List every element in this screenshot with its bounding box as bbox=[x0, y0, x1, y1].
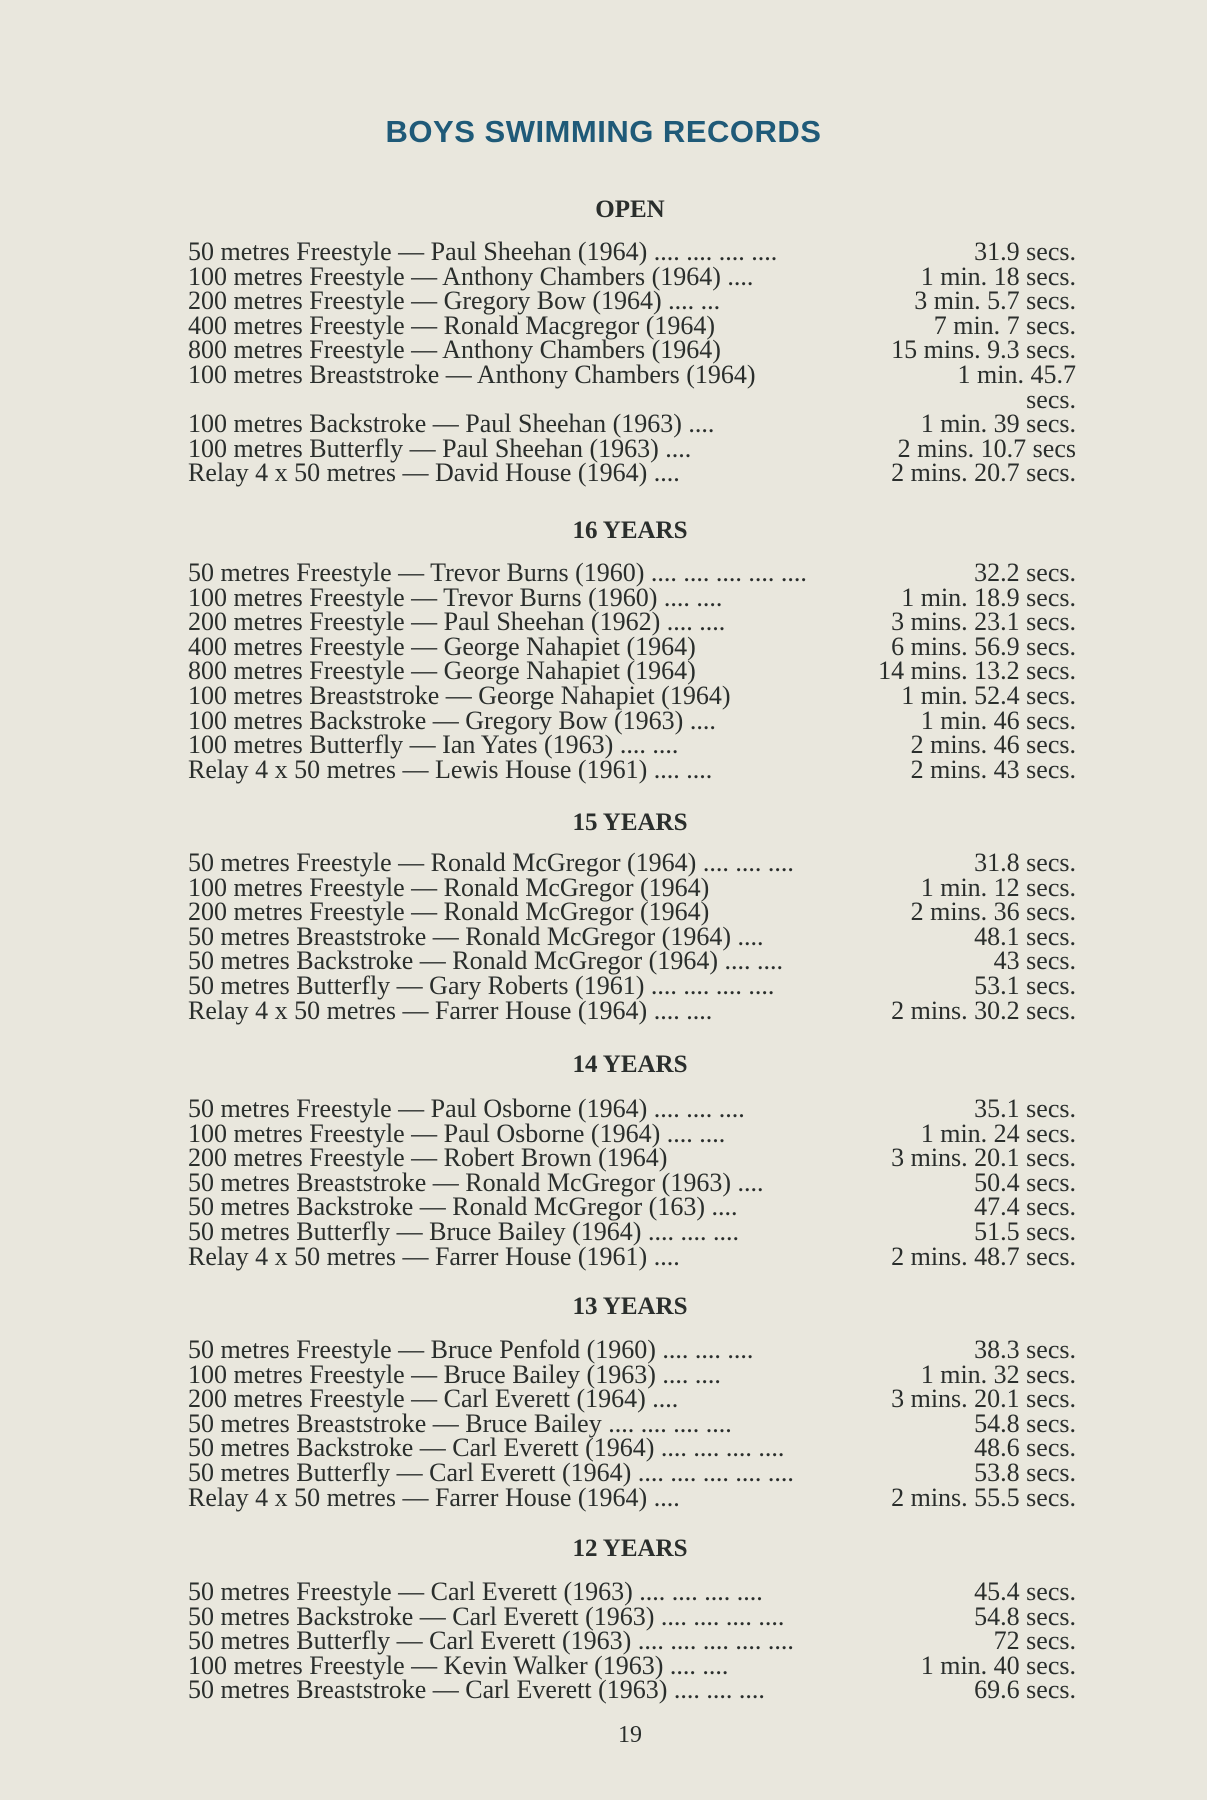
record-time: 2 mins. 20.7 secs. bbox=[891, 458, 1076, 488]
record-row bbox=[188, 237, 1076, 266]
records-list-12-years bbox=[188, 1577, 1076, 1705]
record-event: 50 metres Breaststroke — Carl Everett (1963) .... .... .... bbox=[188, 1675, 765, 1705]
record-time: 1 min. 52.4 secs. bbox=[901, 680, 1076, 710]
record-time: 31.8 secs. bbox=[974, 848, 1076, 877]
record-time: 1 min. 45.7 bbox=[957, 359, 1076, 389]
record-time: 31.9 secs. bbox=[974, 237, 1076, 266]
record-event: 100 metres Freestyle — Kevin Walker (1963) .... .... bbox=[188, 1650, 729, 1680]
records-list-13-years bbox=[188, 1335, 1076, 1512]
record-time: 1 min. 18.9 secs. bbox=[901, 582, 1076, 612]
record-event: Relay 4 x 50 metres — Farrer House (1964) .... .... bbox=[188, 995, 713, 1025]
record-row bbox=[188, 1335, 1076, 1364]
record-time: 53.1 secs. bbox=[974, 970, 1076, 1000]
record-time: 2 mins. 48.7 secs. bbox=[891, 1241, 1076, 1271]
record-event: 50 metres Breaststroke — Ronald McGregor (1964) .... bbox=[188, 921, 764, 951]
record-row bbox=[188, 458, 1076, 488]
record-event: 400 metres Freestyle — George Nahapiet (1964) bbox=[188, 631, 696, 661]
record-row bbox=[188, 1094, 1076, 1123]
record-time: 7 min. 7 secs. bbox=[933, 310, 1076, 340]
record-event: 50 metres Butterfly — Carl Everett (1964) .... .... .... .... .... bbox=[188, 1457, 794, 1487]
record-time: 35.1 secs. bbox=[974, 1094, 1076, 1123]
record-time: 1 min. 40 secs. bbox=[920, 1650, 1076, 1680]
record-event: 100 metres Freestyle — Ronald McGregor (1964) bbox=[188, 872, 710, 902]
record-event: 100 metres Freestyle — Trevor Burns (1960) .... .... bbox=[188, 582, 723, 612]
record-event: 50 metres Backstroke — Ronald McGregor (163) .... bbox=[188, 1192, 738, 1222]
record-event: 50 metres Butterfly — Gary Roberts (1961) .... .... .... .... bbox=[188, 970, 775, 1000]
record-time: 43 secs. bbox=[993, 946, 1076, 976]
record-event: 50 metres Breaststroke — Ronald McGregor (1963) .... bbox=[188, 1167, 764, 1197]
record-time: secs. bbox=[1026, 384, 1076, 414]
record-time: 2 mins. 10.7 secs bbox=[897, 433, 1076, 463]
record-time: 38.3 secs. bbox=[974, 1335, 1076, 1364]
records-list-16-years bbox=[188, 558, 1076, 784]
record-time: 15 mins. 9.3 secs. bbox=[891, 335, 1076, 365]
record-time: 1 min. 24 secs. bbox=[920, 1118, 1076, 1148]
record-time: 3 mins. 20.1 secs. bbox=[891, 1143, 1076, 1173]
section-heading-14-years: 14 YEARS bbox=[572, 1051, 688, 1078]
record-row bbox=[188, 1482, 1076, 1512]
section-heading-open: OPEN bbox=[595, 196, 665, 223]
record-time: 3 mins. 20.1 secs. bbox=[891, 1384, 1076, 1414]
record-row bbox=[188, 1577, 1076, 1606]
records-list-15-years bbox=[188, 848, 1076, 1025]
record-row bbox=[188, 1216, 1076, 1246]
record-event: 100 metres Breaststroke — Anthony Chambers (1964) bbox=[188, 359, 756, 389]
record-event: 100 metres Freestyle — Bruce Bailey (1963) .... .... bbox=[188, 1359, 721, 1389]
record-event: 50 metres Butterfly — Carl Everett (1963) .... .... .... .... .... bbox=[188, 1626, 794, 1656]
record-event: 50 metres Breaststroke — Bruce Bailey .... .... .... .... bbox=[188, 1408, 732, 1438]
record-event: 200 metres Freestyle — Paul Sheehan (1962) .... .... bbox=[188, 607, 726, 637]
record-time: 50.4 secs. bbox=[974, 1167, 1076, 1197]
record-row bbox=[188, 680, 1076, 710]
record-row bbox=[188, 1675, 1076, 1705]
record-time: 51.5 secs. bbox=[974, 1216, 1076, 1246]
records-list-open bbox=[188, 237, 1076, 488]
record-event: 800 metres Freestyle — Anthony Chambers (1964) bbox=[188, 335, 721, 365]
record-time: 69.6 secs. bbox=[974, 1675, 1076, 1705]
record-time: 1 min. 32 secs. bbox=[920, 1359, 1076, 1389]
record-event: 100 metres Butterfly — Paul Sheehan (1963) .... bbox=[188, 433, 692, 463]
record-time: 54.8 secs. bbox=[974, 1408, 1076, 1438]
record-row bbox=[188, 1241, 1076, 1271]
record-time: 1 min. 12 secs. bbox=[920, 872, 1076, 902]
page-title: BOYS SWIMMING RECORDS bbox=[385, 114, 822, 149]
record-time: 32.2 secs. bbox=[974, 558, 1076, 587]
record-event: 800 metres Freestyle — George Nahapiet (1964) bbox=[188, 656, 696, 686]
records-list-14-years bbox=[188, 1094, 1076, 1271]
record-event: 400 metres Freestyle — Ronald Macgregor (1964) bbox=[188, 310, 716, 340]
page-number: 19 bbox=[618, 1722, 642, 1748]
record-time: 1 min. 46 secs. bbox=[920, 705, 1076, 735]
section-heading-13-years: 13 YEARS bbox=[572, 1293, 688, 1320]
record-event: Relay 4 x 50 metres — David House (1964) .... bbox=[188, 458, 680, 488]
record-time: 45.4 secs. bbox=[974, 1577, 1076, 1606]
record-event: 100 metres Freestyle — Anthony Chambers (1964) .... bbox=[188, 261, 754, 291]
record-time: 54.8 secs. bbox=[974, 1601, 1076, 1631]
record-event: 100 metres Backstroke — Gregory Bow (1963) .... bbox=[188, 705, 716, 735]
record-row bbox=[188, 754, 1076, 784]
record-time: 48.6 secs. bbox=[974, 1433, 1076, 1463]
record-event: 200 metres Freestyle — Robert Brown (1964) bbox=[188, 1143, 668, 1173]
record-row bbox=[188, 970, 1076, 1000]
record-time: 3 min. 5.7 secs. bbox=[914, 286, 1076, 316]
record-event: 50 metres Freestyle — Ronald McGregor (1964) .... .... .... bbox=[188, 848, 794, 877]
record-event: 100 metres Breaststroke — George Nahapiet (1964) bbox=[188, 680, 731, 710]
record-time: 48.1 secs. bbox=[974, 921, 1076, 951]
section-heading-16-years: 16 YEARS bbox=[572, 517, 688, 544]
record-event: Relay 4 x 50 metres — Farrer House (1961) .... bbox=[188, 1241, 680, 1271]
record-time: 6 mins. 56.9 secs. bbox=[891, 631, 1076, 661]
record-time: 3 mins. 23.1 secs. bbox=[891, 607, 1076, 637]
record-time: 2 mins. 43 secs. bbox=[910, 754, 1076, 784]
record-event: 50 metres Freestyle — Paul Osborne (1964) .... .... .... bbox=[188, 1094, 745, 1123]
section-heading-12-years: 12 YEARS bbox=[572, 1535, 688, 1562]
record-row bbox=[188, 1457, 1076, 1487]
record-event: 50 metres Butterfly — Bruce Bailey (1964) .... .... .... bbox=[188, 1216, 739, 1246]
section-heading-15-years: 15 YEARS bbox=[572, 809, 688, 836]
record-event: 50 metres Backstroke — Carl Everett (1963) .... .... .... .... bbox=[188, 1601, 785, 1631]
record-event: 100 metres Butterfly — Ian Yates (1963) .... .... bbox=[188, 730, 679, 760]
record-event: 50 metres Freestyle — Paul Sheehan (1964) .... .... .... .... bbox=[188, 237, 778, 266]
record-event: 50 metres Freestyle — Trevor Burns (1960) .... .... .... .... .... bbox=[188, 558, 807, 587]
record-event: 200 metres Freestyle — Carl Everett (1964) .... bbox=[188, 1384, 679, 1414]
record-row bbox=[188, 359, 1076, 389]
record-event: 100 metres Backstroke — Paul Sheehan (1963) .... bbox=[188, 409, 715, 439]
record-time: 2 mins. 55.5 secs. bbox=[891, 1482, 1076, 1512]
record-event: 50 metres Backstroke — Ronald McGregor (1964) .... .... bbox=[188, 946, 783, 976]
record-time: 47.4 secs. bbox=[974, 1192, 1076, 1222]
record-row bbox=[188, 995, 1076, 1025]
record-row bbox=[188, 558, 1076, 587]
record-time: 1 min. 39 secs. bbox=[920, 409, 1076, 439]
record-event: 50 metres Freestyle — Carl Everett (1963) .... .... .... .... bbox=[188, 1577, 763, 1606]
record-time: 1 min. 18 secs. bbox=[920, 261, 1076, 291]
record-event: Relay 4 x 50 metres — Farrer House (1964) .... bbox=[188, 1482, 680, 1512]
record-event: Relay 4 x 50 metres — Lewis House (1961) .... .... bbox=[188, 754, 713, 784]
record-event: 50 metres Backstroke — Carl Everett (1964) .... .... .... .... bbox=[188, 1433, 785, 1463]
record-time: 53.8 secs. bbox=[974, 1457, 1076, 1487]
record-event: 100 metres Freestyle — Paul Osborne (1964) .... .... bbox=[188, 1118, 726, 1148]
record-time: 2 mins. 30.2 secs. bbox=[891, 995, 1076, 1025]
record-time: 2 mins. 36 secs. bbox=[910, 897, 1076, 927]
record-time: 14 mins. 13.2 secs. bbox=[878, 656, 1076, 686]
record-time: 72 secs. bbox=[993, 1626, 1076, 1656]
record-event: 200 metres Freestyle — Gregory Bow (1964) .... ... bbox=[188, 286, 721, 316]
record-event: 50 metres Freestyle — Bruce Penfold (1960) .... .... .... bbox=[188, 1335, 754, 1364]
record-time: 2 mins. 46 secs. bbox=[910, 730, 1076, 760]
record-row bbox=[188, 848, 1076, 877]
record-event: 200 metres Freestyle — Ronald McGregor (1964) bbox=[188, 897, 710, 927]
